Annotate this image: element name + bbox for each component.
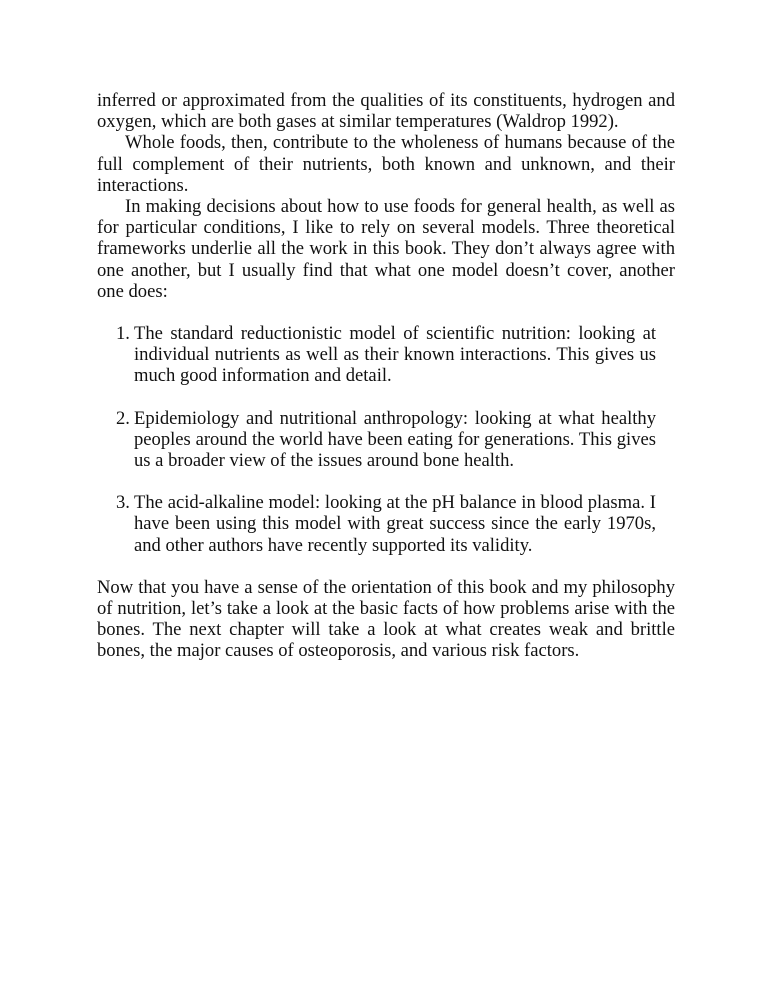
paragraph-whole-foods: Whole foods, then, contribute to the wholeness of humans because of the full complement of their nutrients, both known and unknown, and their interactions. (97, 132, 675, 196)
list-item-text: The acid-alkaline model: looking at the pH balance in blood plasma. I have been using this model with great success since the early 1970s, and other authors have recently supported its validity. (134, 492, 656, 556)
list-item-number: 1. (116, 323, 130, 345)
paragraph-models-intro: In making decisions about how to use foods for general health, as well as for particular conditions, I like to rely on several models. Three theoretical frameworks underlie all the work in this book. They don’t always agree with one another, but I usually find that what one model doesn’t cover, another one does: (97, 196, 675, 302)
document-page (97, 90, 675, 662)
list-item (116, 408, 656, 472)
list-item (116, 492, 656, 556)
list-item-number: 3. (116, 492, 130, 514)
list-item-number: 2. (116, 407, 130, 429)
list-item-text: Epidemiology and nutritional anthropology: looking at what healthy peoples around the world have been eating for generations. This gives us a broader view of the issues around bone health. (134, 407, 656, 472)
list-item-text: The standard reductionistic model of scientific nutrition: looking at individual nutrients as well as their known interactions. This gives us much good information and detail. (134, 323, 656, 387)
paragraph-continuation: inferred or approximated from the qualities of its constituents, hydrogen and oxygen, which are both gases at similar temperatures (Waldrop 1992). (97, 90, 675, 133)
paragraph-closing: Now that you have a sense of the orientation of this book and my philosophy of nutrition, let’s take a look at the basic facts of how problems arise with the bones. The next chapter will take a look at what creates weak and brittle bones, the major causes of osteoporosis, and various risk factors. (97, 576, 675, 662)
list-item (116, 323, 656, 387)
models-list (97, 323, 675, 556)
